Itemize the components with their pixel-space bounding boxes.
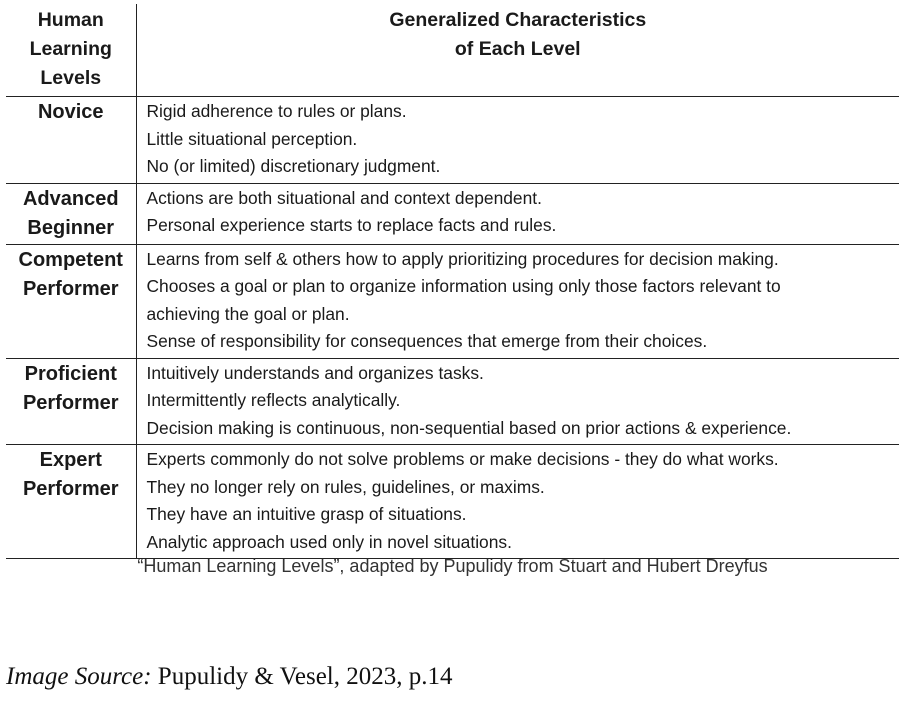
level-name: Proficient [24, 362, 117, 385]
characteristic-line: Decision making is continuous, non-sequential based on prior actions & experience. [146, 417, 792, 438]
characteristic-line: achieving the goal or plan. [146, 303, 350, 324]
characteristic-line: Sense of responsibility for consequences that emerge from their choices. [146, 331, 708, 351]
characteristic-line: Chooses a goal or plan to organize information using only those factors relevant to [146, 276, 781, 296]
level-name: Competent [18, 248, 123, 271]
characteristic-line: Actions are both situational and context dependent. [146, 187, 542, 208]
table-row-competent-performer [6, 244, 899, 358]
characteristics-cell [136, 358, 899, 445]
level-name: Performer [22, 391, 119, 414]
table-row-advanced-beginner [6, 183, 899, 244]
characteristics-cell [136, 244, 899, 358]
characteristic-line: Learns from self & others how to apply prioritizing procedures for decision making. [146, 248, 779, 269]
header-levels-line: Levels [40, 67, 102, 89]
characteristic-line: They no longer rely on rules, guidelines, or maxims. [146, 476, 545, 497]
header-levels-line: Learning [29, 38, 112, 60]
image-source [6, 663, 453, 691]
characteristics-cell [136, 97, 899, 184]
header-levels-line: Human [37, 9, 104, 31]
characteristic-line: Analytic approach used only in novel situations. [146, 531, 512, 552]
level-name: Performer [22, 277, 119, 300]
characteristic-line: No (or limited) discretionary judgment. [146, 156, 441, 176]
header-characteristics-line: Generalized Characteristics [389, 9, 647, 31]
level-cell [6, 97, 136, 184]
image-source-text: Pupulidy & Vesel, 2023, p.14 [157, 663, 453, 690]
characteristic-line: Little situational perception. [146, 128, 358, 149]
header-characteristics-line: of Each Level [454, 38, 581, 60]
level-cell [6, 244, 136, 358]
table-row-proficient-performer [6, 358, 899, 445]
level-name: Beginner [27, 216, 115, 239]
level-name: Expert [39, 449, 102, 471]
characteristic-line: Experts commonly do not solve problems or make decisions - they do what works. [146, 449, 779, 469]
header-characteristics [136, 4, 899, 97]
level-name: Performer [22, 478, 119, 500]
level-cell [6, 445, 136, 559]
characteristic-line: Rigid adherence to rules or plans. [146, 101, 407, 121]
table-caption: “Human Learning Levels”, adapted by Pupulidy from Stuart and Hubert Dreyfus [137, 556, 768, 576]
image-source-label: Image Source: [6, 663, 152, 690]
characteristic-line: They have an intuitive grasp of situations. [146, 504, 467, 524]
characteristics-cell [136, 183, 899, 244]
learning-levels-table [6, 4, 899, 559]
level-cell [6, 183, 136, 244]
characteristic-line: Personal experience starts to replace facts and rules. [146, 215, 557, 235]
level-cell [6, 358, 136, 445]
table-header-row [6, 4, 899, 97]
characteristics-cell [136, 445, 899, 559]
characteristic-line: Intuitively understands and organizes tasks. [146, 362, 484, 383]
table-row-expert-performer [6, 445, 899, 559]
level-name: Advanced [22, 187, 119, 210]
table-row-novice [6, 97, 899, 184]
level-name: Novice [37, 101, 104, 123]
characteristic-line: Intermittently reflects analytically. [146, 390, 401, 410]
header-levels [6, 4, 136, 97]
